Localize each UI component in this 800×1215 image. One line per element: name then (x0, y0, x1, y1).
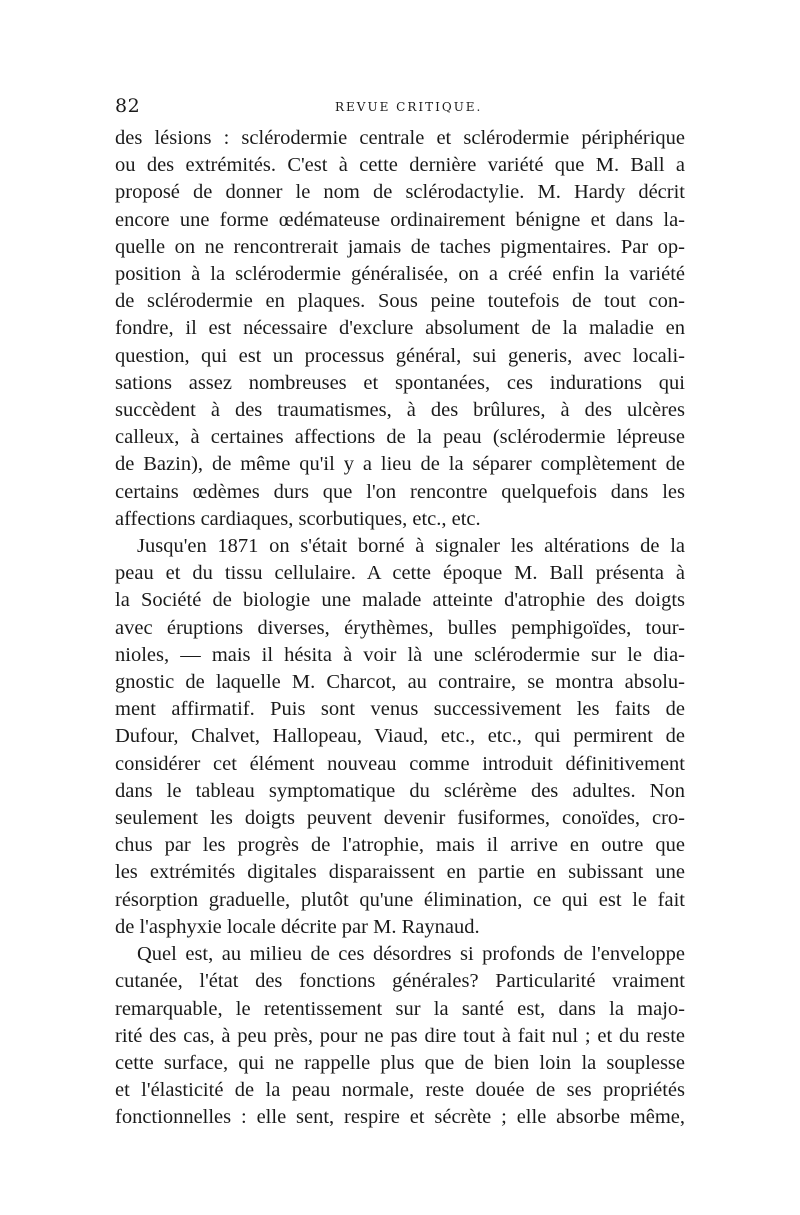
text-line: calleux, à certaines affections de la peau (sclérodermie lépreuse (115, 426, 685, 449)
paragraph-last-line: de l'asphyxie locale décrite par M. Raynaud. (115, 915, 480, 938)
page-header (115, 95, 685, 125)
paragraph-last-line: affections cardiaques, scorbutiques, etc., etc. (115, 507, 481, 530)
text-line: succèdent à des traumatismes, à des brûlures, à des ulcères (115, 399, 685, 422)
text-line: de sclérodermie en plaques. Sous peine toutefois de tout con- (115, 290, 685, 313)
text-line: encore une forme œdémateuse ordinairement bénigne et dans la- (115, 208, 685, 231)
text-line: proposé de donner le nom de sclérodactylie. M. Hardy décrit (115, 181, 685, 204)
text-line: seulement les doigts peuvent devenir fusiformes, conoïdes, cro- (115, 807, 685, 830)
text-line: dans le tableau symptomatique du sclérème des adultes. Non (115, 779, 685, 802)
text-line: nioles, — mais il hésita à voir là une sclérodermie sur le dia- (115, 643, 685, 666)
text-line: certains œdèmes durs que l'on rencontre quelquefois dans les (115, 480, 685, 503)
text-line: question, qui est un processus général, sui generis, avec locali- (115, 344, 685, 367)
text-line: et l'élasticité de la peau normale, reste douée de ses propriétés (115, 1079, 685, 1102)
text-line: des lésions : sclérodermie centrale et sclérodermie périphérique (115, 127, 685, 149)
text-line: résorption graduelle, plutôt qu'une élimination, ce qui est le fait (115, 888, 685, 911)
page-number: 82 (115, 95, 141, 117)
text-line: remarquable, le retentissement sur la santé est, dans la majo- (115, 997, 685, 1020)
text-line: rité des cas, à peu près, pour ne pas dire tout à fait nul ; et du reste (115, 1024, 685, 1047)
running-head: REVUE CRITIQUE. (335, 100, 483, 114)
text-line: peau et du tissu cellulaire. A cette époque M. Ball présenta à (115, 562, 685, 585)
paragraph-first-line: Quel est, au milieu de ces désordres si profonds de l'enveloppe (137, 943, 685, 966)
book-page (115, 95, 685, 1132)
text-line: ment affirmatif. Puis sont venus successivement les faits de (115, 698, 685, 721)
text-line: quelle on ne rencontrerait jamais de taches pigmentaires. Par op- (115, 235, 685, 258)
text-line: les extrémités digitales disparaissent en partie en subissant une (115, 861, 685, 884)
body-text (115, 125, 685, 1132)
text-line: cette surface, qui ne rappelle plus que de bien loin la souplesse (115, 1051, 685, 1074)
text-line: fonctionnelles : elle sent, respire et sécrète ; elle absorbe même, (115, 1106, 685, 1129)
text-line: position à la sclérodermie généralisée, on a créé enfin la variété (115, 263, 685, 286)
text-line: Dufour, Chalvet, Hallopeau, Viaud, etc., etc., qui permirent de (115, 725, 685, 748)
paragraph-first-line: Jusqu'en 1871 on s'était borné à signaler les altérations de la (137, 535, 685, 558)
text-line: gnostic de laquelle M. Charcot, au contraire, se montra absolu- (115, 671, 685, 694)
text-line: considérer cet élément nouveau comme introduit définitivement (115, 752, 685, 775)
text-line: ou des extrémités. C'est à cette dernière variété que M. Ball a (115, 154, 685, 177)
text-line: sations assez nombreuses et spontanées, ces indurations qui (115, 371, 685, 394)
text-line: avec éruptions diverses, érythèmes, bulles pemphigoïdes, tour- (115, 616, 685, 639)
text-line: fondre, il est nécessaire d'exclure absolument de la maladie en (115, 317, 685, 340)
text-line: chus par les progrès de l'atrophie, mais il arrive en outre que (115, 834, 685, 857)
text-line: de Bazin), de même qu'il y a lieu de la séparer complètement de (115, 453, 685, 476)
text-line: la Société de biologie une malade atteinte d'atrophie des doigts (115, 589, 685, 612)
text-line: cutanée, l'état des fonctions générales? Particularité vraiment (115, 970, 685, 993)
